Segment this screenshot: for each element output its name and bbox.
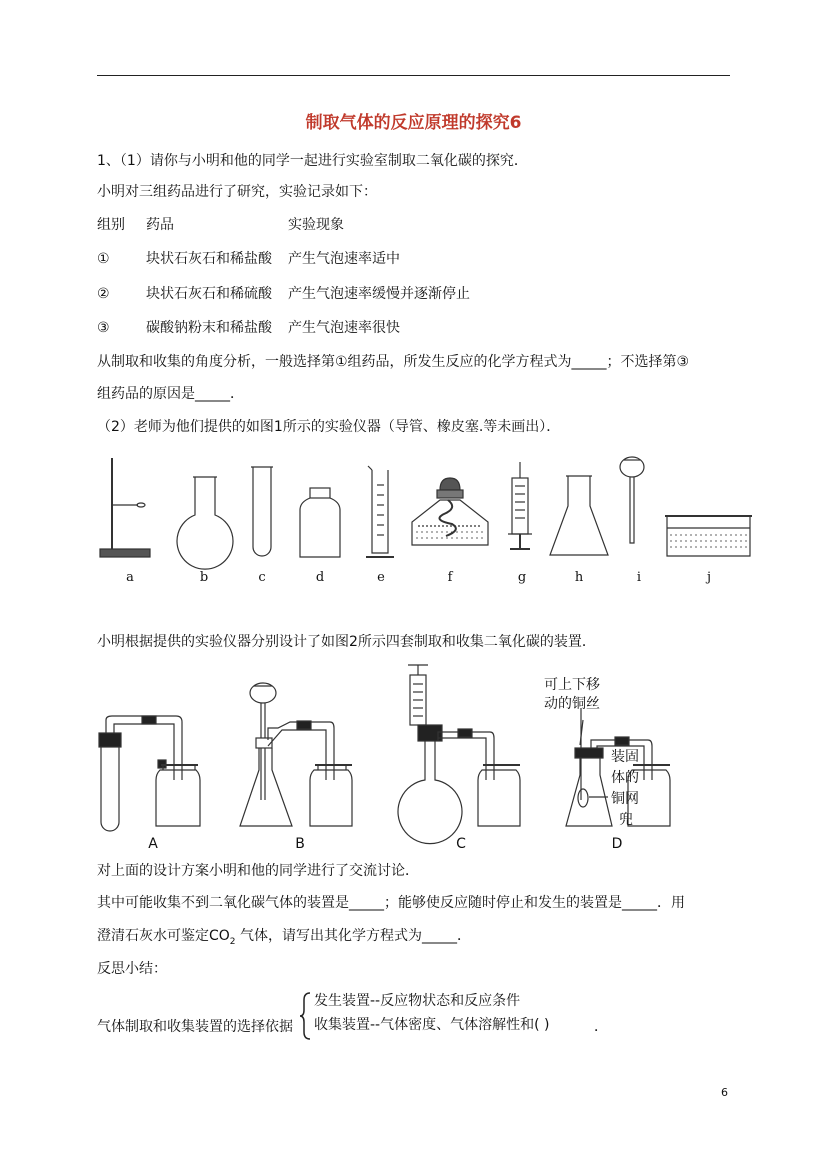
summary-label: 气体制取和收集装置的选择依据: [97, 1019, 293, 1035]
fig2-label-d: D: [611, 836, 623, 852]
mesh-annotation-1: 装固: [611, 749, 639, 765]
table-row-3-group: ③: [97, 320, 110, 336]
mesh-annotation-4: 兜: [619, 812, 633, 828]
page-title: 制取气体的反应原理的探究6: [305, 113, 522, 133]
fig1-label-h: h: [574, 570, 584, 585]
wire-annotation-line-1: 可上下移: [544, 677, 600, 693]
wire-annotation-line-2: 动的铜丝: [544, 696, 600, 712]
table-row-3-reagent: 碳酸钠粉末和稀盐酸: [146, 320, 272, 336]
table-row-2-group: ②: [97, 286, 110, 302]
table-row-1-reagent: 块状石灰石和稀盐酸: [146, 251, 272, 267]
fig1-label-b: b: [199, 570, 209, 585]
fig1-label-i: i: [636, 570, 642, 585]
fig1-label-j: j: [706, 570, 712, 585]
table-row-2-phenomenon: 产生气泡速率缓慢并逐渐停止: [288, 286, 470, 302]
table-header-phenomenon: 实验现象: [288, 217, 344, 233]
table-row-1-phenomenon: 产生气泡速率适中: [288, 251, 400, 267]
fig1-label-e: e: [377, 570, 385, 585]
record-intro: 小明对三组药品进行了研究，实验记录如下：: [97, 184, 377, 200]
table-row-2-reagent: 块状石灰石和稀硫酸: [146, 286, 272, 302]
fig1-label-f: f: [447, 570, 453, 585]
q1-intro: 1、（1）请你与小明和他的同学一起进行实验室制取二氧化碳的探究．: [97, 153, 528, 169]
table-header-reagent: 药品: [146, 217, 174, 233]
brace-icon: [300, 992, 312, 1040]
question-line-2: [97, 926, 471, 952]
summary-end: ．: [594, 1019, 608, 1035]
question-line-1: 其中可能收集不到二氧化碳气体的装置是_____；能够使反应随时停止和发生的装置是_____．用: [97, 895, 685, 911]
setup-c-icon: [398, 665, 520, 844]
fig1-label-c: c: [258, 570, 266, 585]
co2-subscript: 2: [229, 936, 236, 947]
analysis-line-2: 组药品的原因是_____．: [97, 386, 244, 402]
part2-intro: （2）老师为他们提供的如图1所示的实验仪器（导管、橡皮塞.等未画出）．: [97, 419, 561, 435]
table-row-3-phenomenon: 产生气泡速率很快: [288, 320, 400, 336]
fig1-label-d: d: [315, 570, 325, 585]
table-row-1-group: ①: [97, 251, 110, 267]
question-line-2-a: 澄清石灰水可鉴定CO: [97, 928, 230, 944]
fig1-label-a: a: [126, 570, 134, 585]
discussion-line: 对上面的设计方案小明和他的同学进行了交流讨论．: [97, 863, 419, 879]
summary-item-2: 收集装置--气体密度、气体溶解性和( ): [314, 1017, 550, 1033]
mesh-annotation-2: 体的: [611, 770, 639, 786]
setup-b-icon: [240, 683, 352, 826]
fig2-label-b: B: [295, 836, 305, 852]
setup-a-icon: [99, 716, 200, 831]
table-header-group: 组别: [97, 217, 125, 233]
fig2-label-c: C: [456, 836, 466, 852]
fig2-intro: 小明根据提供的实验仪器分别设计了如图2所示四套制取和收集二氧化碳的装置．: [97, 634, 596, 650]
fig2-label-a: A: [148, 836, 158, 852]
analysis-line-1: 从制取和收集的角度分析，一般选择第①组药品，所发生反应的化学方程式为_____；不选择第③: [97, 354, 690, 370]
page-number: 6: [721, 1086, 728, 1099]
mesh-annotation-3: 铜网: [611, 791, 639, 807]
fig1-label-g: g: [517, 570, 527, 585]
summary-title: 反思小结：: [97, 961, 167, 977]
question-line-2-b: 气体，请写出其化学方程式为_____．: [235, 928, 471, 944]
summary-item-1: 发生装置--反应物状态和反应条件: [314, 993, 521, 1009]
